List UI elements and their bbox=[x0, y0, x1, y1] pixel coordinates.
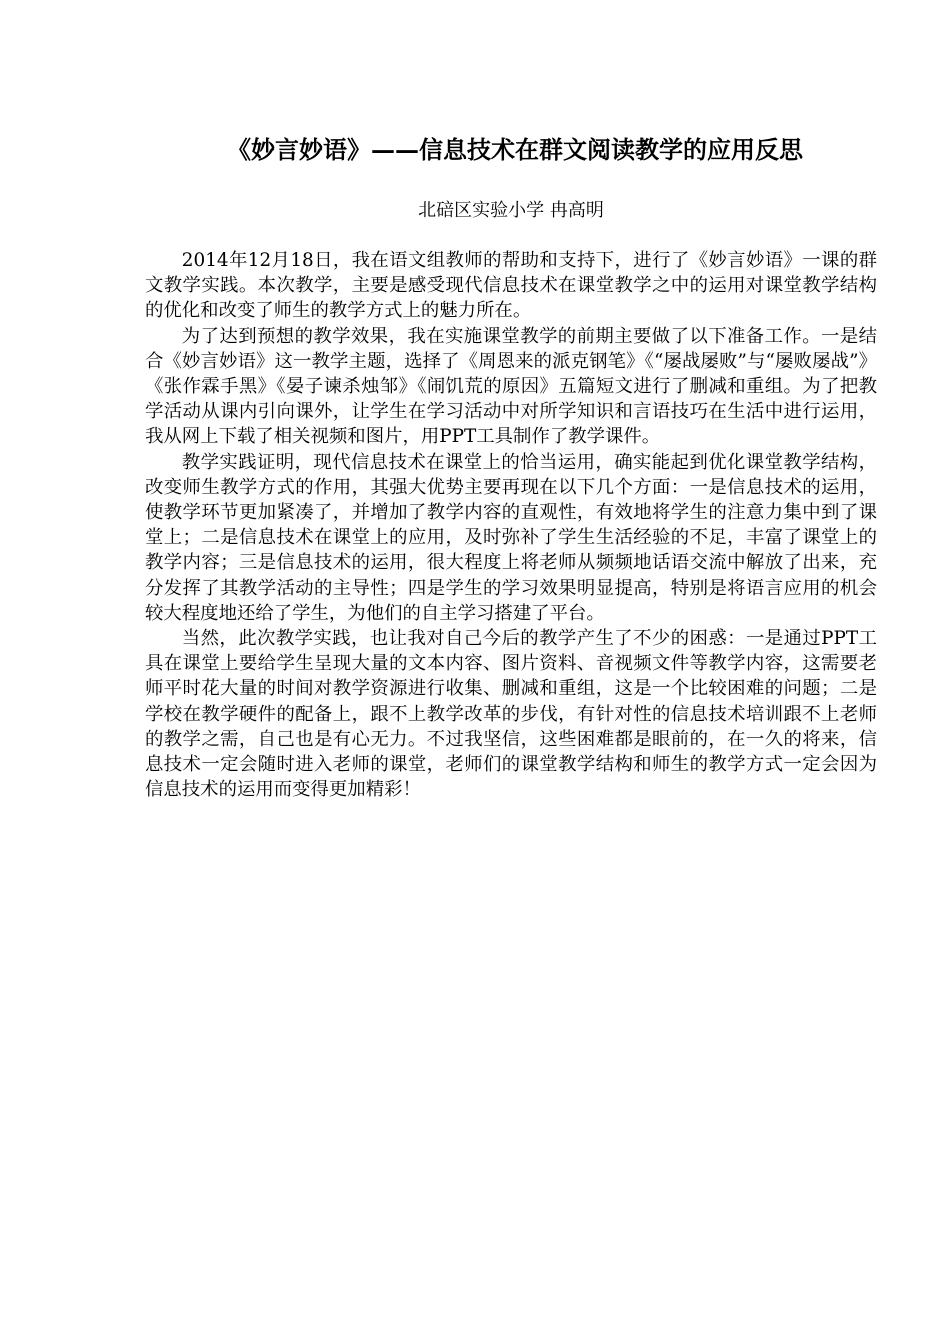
document-title: 《妙言妙语》——信息技术在群文阅读教学的应用反思 bbox=[227, 135, 803, 164]
paragraph-3: 教学实践证明，现代信息技术在课堂上的恰当运用，确实能起到优化课堂教学结构，改变师生教学方式的作用，其强大优势主要再现在以下几个方面：一是信息技术的运用，使教学环节更加紧凑了，并增加了教学内容的直观性，有效地将学生的注意力集中到了课堂上；二是信息技术在课堂上的应用，及时弥补了学生生活经验的不足，丰富了课堂上的教学内容；三是信息技术的运用，很大程度上将老师从频频地话语交流中解放了出来，充分发挥了其教学活动的主导性；四是学生的学习效果明显提高，特别是将语言应用的机会较大程度地还给了学生，为他们的自主学习搭建了平台。 bbox=[145, 451, 877, 624]
paragraph-1: 2014年12月18日，我在语文组教师的帮助和支持下，进行了《妙言妙语》一课的群文教学实践。本次教学，主要是感受现代信息技术在课堂教学之中的运用对课堂教学结构的优化和改变了师生的教学方式上的魅力所在。 bbox=[145, 250, 877, 322]
paragraph-2: 为了达到预想的教学效果，我在实施课堂教学的前期主要做了以下准备工作。一是结合《妙言妙语》这一教学主题，选择了《周恩来的派克钢笔》《“屡战屡败”与“屡败屡战”》《张作霖手黑》《晏子谏杀烛邹》《闹饥荒的原因》五篇短文进行了删减和重组。为了把教学活动从课内引向课外，让学生在学习活动中对所学知识和言语技巧在生活中进行运用，我从网上下载了相关视频和图片，用PPT工具制作了教学课件。 bbox=[145, 325, 877, 448]
document-body bbox=[145, 248, 877, 802]
paragraph-4: 当然，此次教学实践，也让我对自己今后的教学产生了不少的困惑：一是通过PPT工具在课堂上要给学生呈现大量的文本内容、图片资料、音视频文件等教学内容，这需要老师平时花大量的时间对教学资源进行收集、删减和重组，这是一个比较困难的问题；二是学校在教学硬件的配备上，跟不上教学改革的步伐，有针对性的信息技术培训跟不上老师的教学之需，自己也是有心无力。不过我坚信，这些困难都是眼前的，在一久的将来，信息技术一定会随时进入老师的课堂，老师们的课堂教学结构和师生的教学方式一定会因为信息技术的运用而变得更加精彩！ bbox=[145, 628, 877, 801]
document-author: 北碚区实验小学 冉高明 bbox=[418, 200, 604, 221]
